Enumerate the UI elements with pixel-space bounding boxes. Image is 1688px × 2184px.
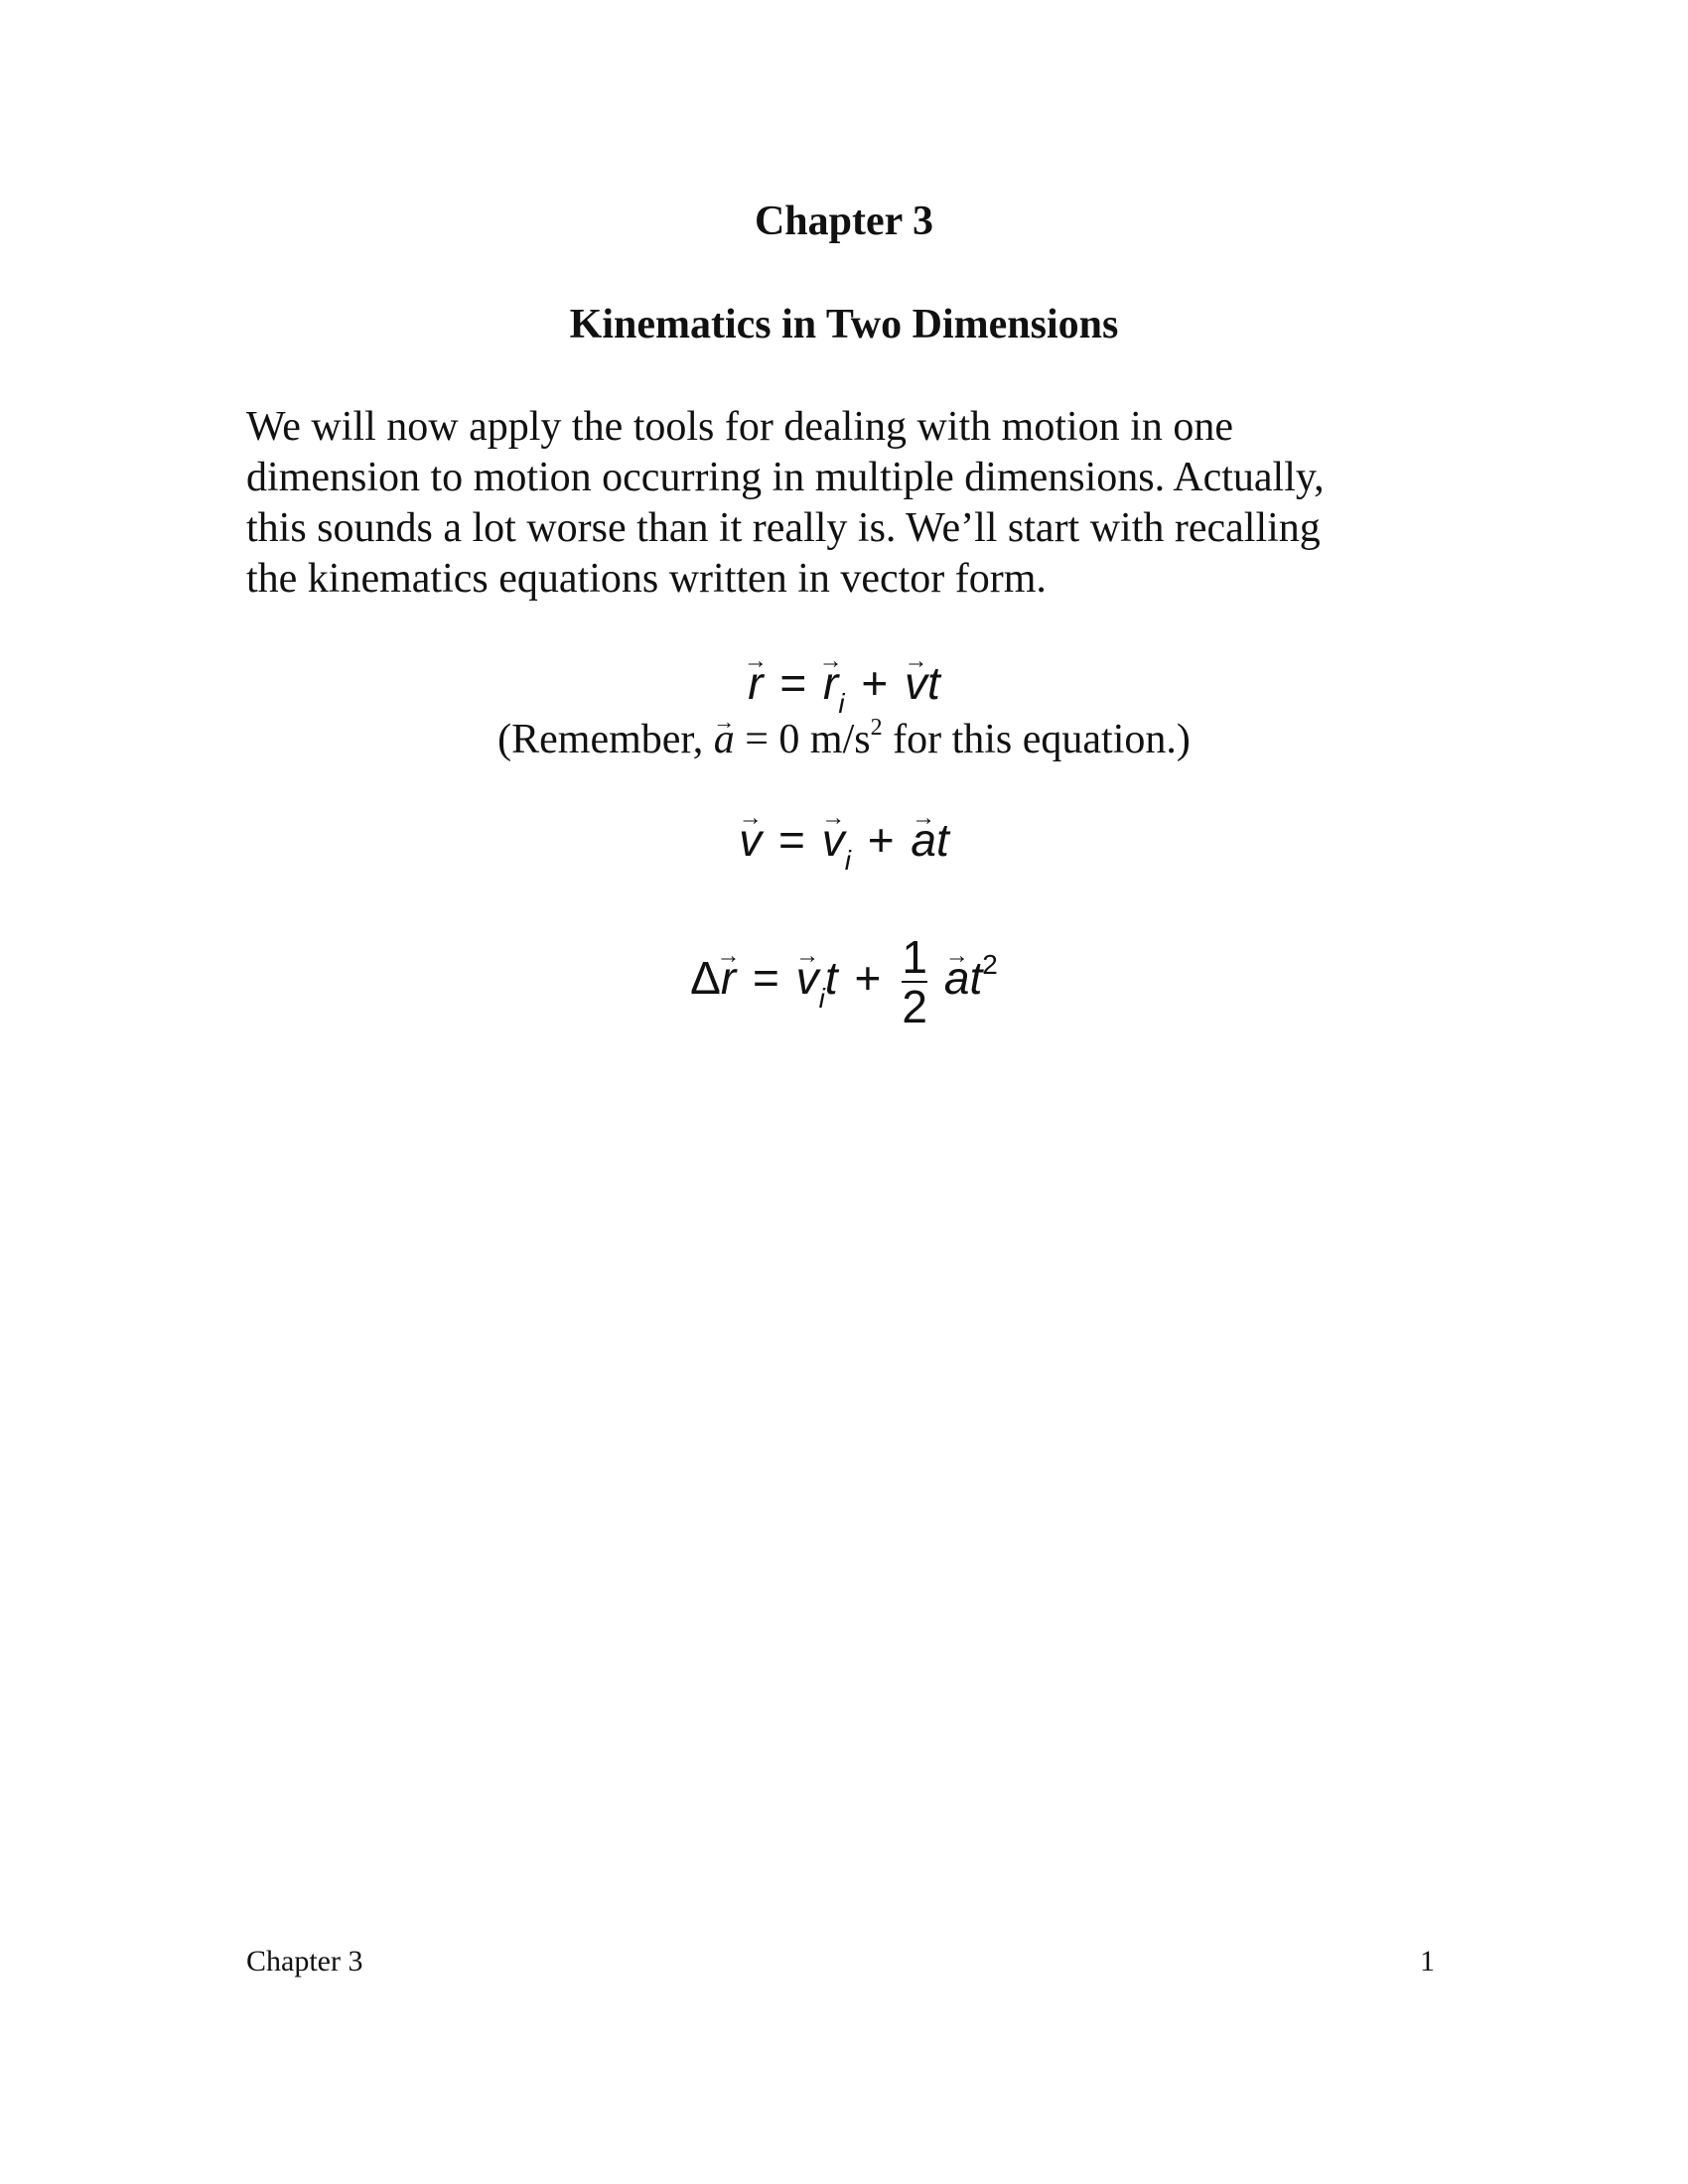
variable-t: t [926,657,940,709]
page-number: 1 [1420,1945,1435,1978]
vector-v: → v [905,655,927,711]
vector-r: → r [721,950,736,1006]
plus-sign: + [867,814,895,866]
vector-r: → r [748,655,763,711]
variable-t: t [824,952,838,1005]
intro-paragraph [246,402,1468,605]
variable-t: t [935,814,949,866]
note-middle: = 0 m/s [745,717,871,762]
footer-chapter: Chapter 3 [246,1945,363,1978]
equation-displacement [0,933,1688,1030]
plus-sign: + [861,657,889,709]
note-prefix: (Remember, [497,717,704,762]
plus-sign: + [854,952,882,1005]
vector-v: → v [739,812,762,868]
note-suffix: for this equation.) [893,717,1191,762]
variable-t: t [969,952,983,1005]
equation-position [0,655,1688,718]
vector-r-initial: → r [823,655,838,711]
fraction-numerator: 1 [902,931,927,983]
subscript-i: i [844,845,851,876]
intro-line: this sounds a lot worse than it really is. We’ll start with recalling [246,505,1321,551]
subscript-i: i [838,688,845,719]
equation-velocity [0,812,1688,875]
vector-a: → a [714,715,735,764]
chapter-title: Kinematics in Two Dimensions [569,302,1119,347]
equals-sign: = [753,952,779,1005]
intro-line: We will now apply the tools for dealing with motion in one [246,404,1233,450]
vector-a: → a [944,950,970,1006]
subscript-i: i [818,983,825,1015]
exponent: 2 [870,715,883,741]
equals-sign: = [779,657,807,709]
exponent: 2 [982,949,998,981]
vector-v-initial: → v [796,950,819,1006]
intro-line: dimension to motion occurring in multiple dimensions. Actually, [246,455,1325,500]
equation-note [0,715,1688,770]
fraction-one-half [902,933,927,1030]
fraction-denominator: 2 [902,981,927,1032]
delta-symbol: Δ [690,952,721,1005]
intro-line: the kinematics equations written in vector form. [246,556,1047,602]
chapter-heading: Chapter 3 [754,199,934,244]
vector-v-initial: → v [822,812,845,868]
vector-a: → a [911,812,936,868]
equals-sign: = [778,814,805,866]
